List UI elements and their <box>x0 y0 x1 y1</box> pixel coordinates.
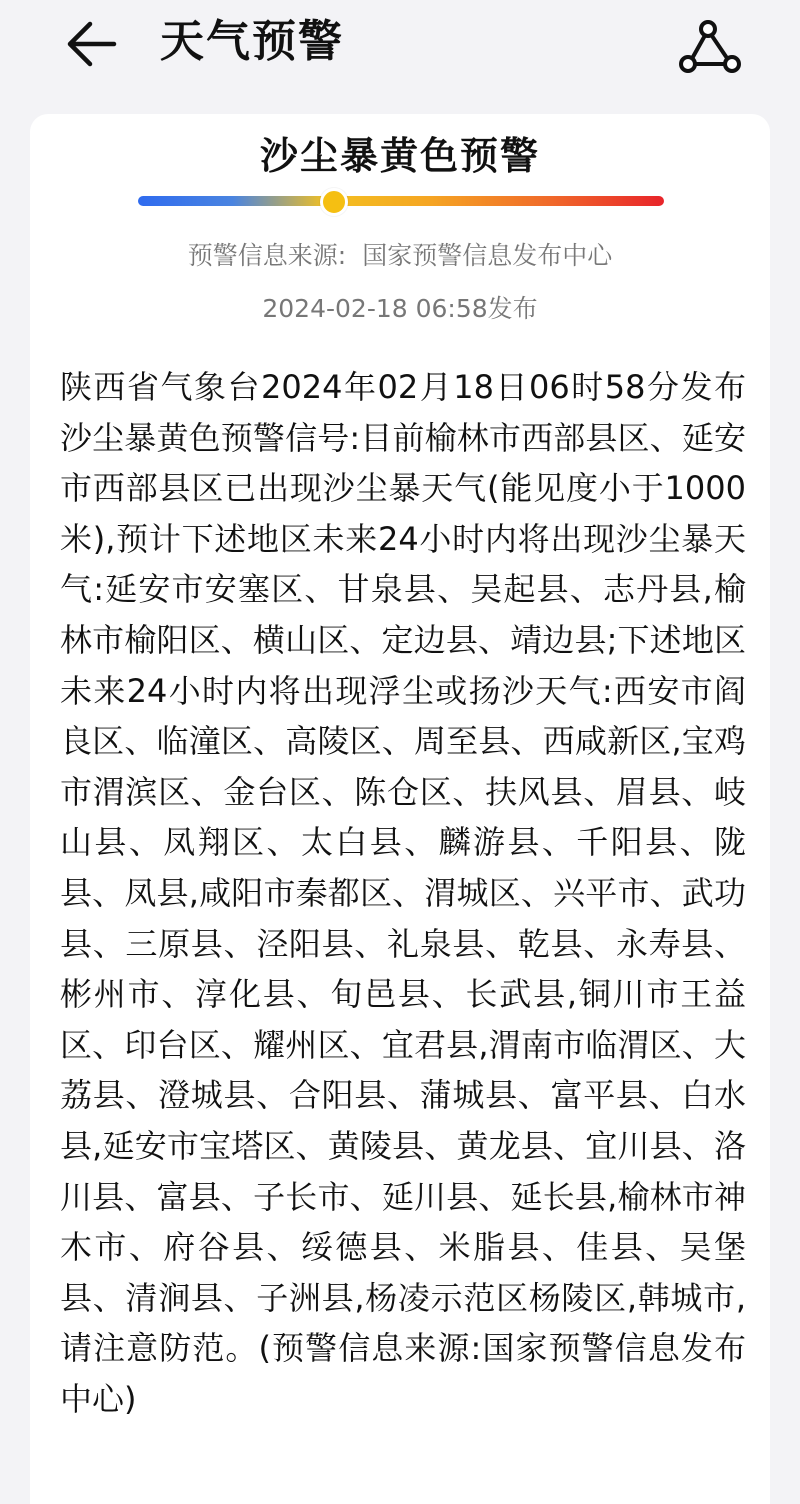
back-button[interactable] <box>58 14 122 74</box>
header <box>0 0 800 100</box>
share-button[interactable] <box>672 10 748 82</box>
warning-level-indicator <box>320 188 348 216</box>
source-value: 国家预警信息发布中心 <box>362 241 613 270</box>
share-icon <box>677 16 743 76</box>
alert-title: 沙尘暴黄色预警 <box>259 134 540 178</box>
warning-level-bar <box>138 196 664 206</box>
source-label: 预警信息来源: <box>187 241 347 270</box>
page-title: 天气预警 <box>160 16 344 67</box>
alert-source <box>30 236 770 276</box>
publish-time: 2024-02-18 06:58发布 <box>262 294 538 323</box>
arrow-left-icon <box>62 18 118 70</box>
warning-card <box>30 114 770 1504</box>
alert-content: 陕西省气象台2024年02月18日06时58分发布沙尘暴黄色预警信号:目前榆林市西部县区、延安市西部县区已出现沙尘暴天气(能见度小于1000米),预计下述地区未来24小时内将出现沙尘暴天气:延安市安塞区、甘泉县、吴起县、志丹县,榆林市榆阳区、横山区、定边县、靖边县;下述地区未来24小时内将出现浮尘或扬沙天气:西安市阎良区、临潼区、高陵区、周至县、西咸新区,宝鸡市渭滨区、金台区、陈仓区、扶风县、眉县、岐山县、凤翔区、太白县、麟游县、千阳县、陇县、凤县,咸阳市秦都区、渭城区、兴平市、武功县、三原县、泾阳县、礼泉县、乾县、永寿县、彬州市、淳化县、旬邑县、长武县,铜川市王益区、印台区、耀州区、宜君县,渭南市临渭区、大荔县、澄城县、合阳县、蒲城县、富平县、白水县,延安市宝塔区、黄陵县、黄龙县、宜川县、洛川县、富县、子长市、延川县、延长县,榆林市神木市、府谷县、绥德县、米脂县、佳县、吴堡县、清涧县、子洲县,杨凌示范区杨陵区,韩城市,请注意防范。(预警信息来源:国家预警信息发布中心) <box>60 368 746 1418</box>
